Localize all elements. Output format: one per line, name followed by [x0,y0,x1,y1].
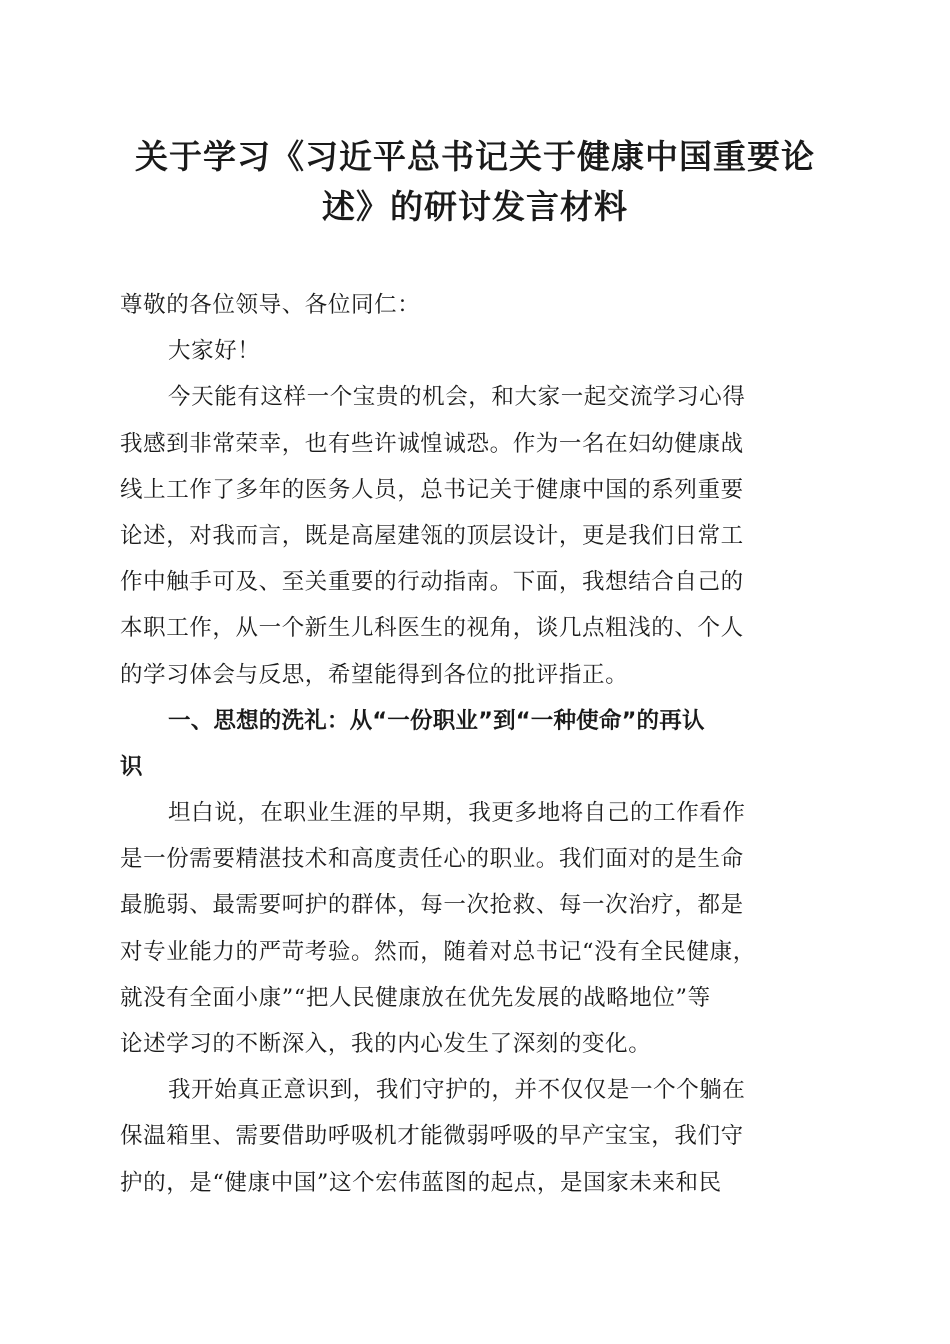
paragraph-intro [120,374,825,697]
greeting: 大家好！ [168,338,261,365]
paragraph-line: 的学习体会与反思，希望能得到各位的批评指正。 [120,661,629,688]
paragraph-line: 今天能有这样一个宝贵的机会，和大家一起交流学习心得 [168,384,746,411]
paragraph-realization [120,1067,825,1206]
paragraph-line: 是一份需要精湛技术和高度责任心的职业。我们面对的是生命 [120,846,744,873]
paragraph-line: 坦白说，在职业生涯的早期，我更多地将自己的工作看作 [168,800,746,827]
paragraph-line: 我开始真正意识到，我们守护的，并不仅仅是一个个躺在 [168,1077,746,1104]
paragraph-line: 作中触手可及、至关重要的行动指南。下面，我想结合自己的 [120,569,744,596]
paragraph-line: 论述学习的不断深入，我的内心发生了深刻的变化。 [120,1031,652,1057]
paragraph-line: 我感到非常荣幸，也有些许诚惶诚恐。作为一名在妇幼健康战 [120,430,744,457]
paragraph-line: 本职工作，从一个新生儿科医生的视角，谈几点粗浅的、个人 [120,615,744,642]
paragraph-reflection [120,790,825,1067]
section-heading-line: 识 [120,753,143,780]
paragraph-line: 最脆弱、最需要呵护的群体，每一次抢救、每一次治疗，都是 [120,892,744,919]
document-title [110,132,840,232]
paragraph-line: 论述，对我而言，既是高屋建瓴的顶层设计，更是我们日常工 [120,522,744,549]
paragraph-line: 对专业能力的严苛考验。然而，随着对总书记“没有全民健康， [120,938,756,965]
paragraph-line: 就没有全面小康”“把人民健康放在优先发展的战略地位”等 [120,984,711,1011]
paragraph-line: 线上工作了多年的医务人员，总书记关于健康中国的系列重要 [120,476,744,503]
title-line: 关于学习《习近平总书记关于健康中国重要论 [135,137,815,176]
section-heading-line: 一、思想的洗礼：从“一份职业”到“一种使命”的再认 [168,707,705,734]
paragraph-line: 护的，是“健康中国”这个宏伟蓝图的起点，是国家未来和民 [120,1169,722,1196]
salutation: 尊敬的各位领导、各位同仁： [120,292,421,318]
section-heading [120,698,825,790]
paragraph-line: 保温箱里、需要借助呼吸机才能微弱呼吸的早产宝宝，我们守 [120,1123,744,1150]
title-line: 述》的研讨发言材料 [322,187,628,226]
document-body [120,282,825,1206]
